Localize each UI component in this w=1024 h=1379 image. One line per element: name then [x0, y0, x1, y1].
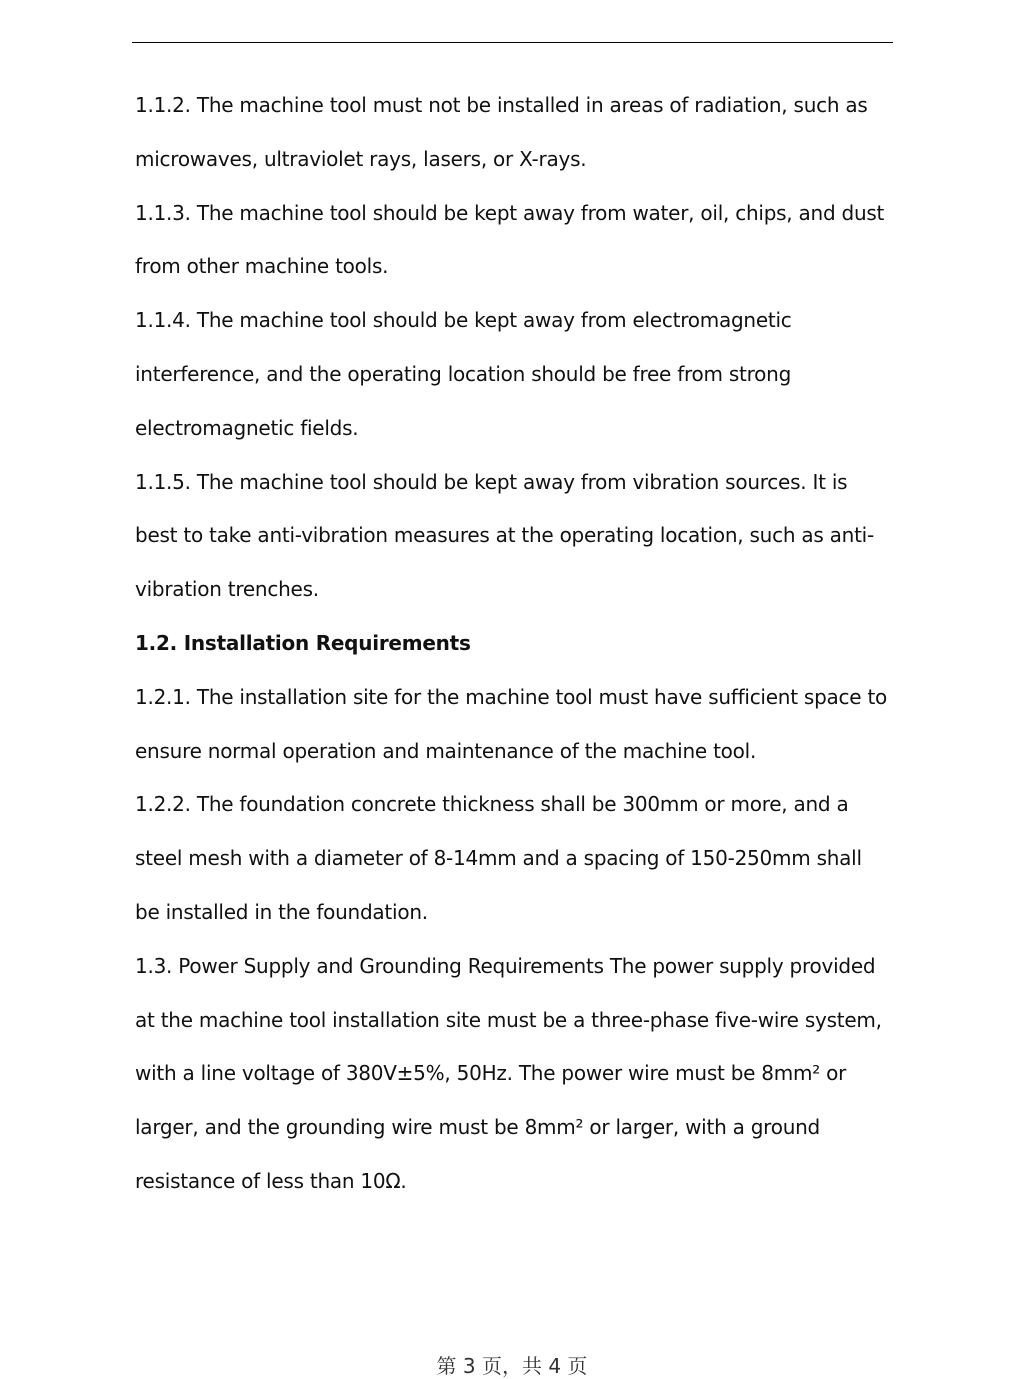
paragraph-line: steel mesh with a diameter of 8-14mm and a spacing of 150-250mm shall	[135, 846, 862, 871]
paragraph-line: from other machine tools.	[135, 254, 389, 279]
paragraph-line: 1.1.4. The machine tool should be kept away from electromagnetic	[135, 308, 792, 333]
paragraph-line: with a line voltage of 380V±5%, 50Hz. The power wire must be 8mm² or	[135, 1061, 847, 1086]
paragraph-line: at the machine tool installation site must be a three-phase five-wire system,	[135, 1007, 882, 1032]
paragraph-line: interference, and the operating location should be free from strong	[135, 361, 792, 386]
paragraph	[135, 187, 895, 295]
paragraph-line: best to take anti-vibration measures at the operating location, such as anti-	[135, 523, 874, 548]
paragraph-line: 1.1.3. The machine tool should be kept away from water, oil, chips, and dust	[135, 200, 885, 225]
paragraph	[135, 940, 895, 1209]
paragraph-line: resistance of less than 10Ω.	[135, 1168, 407, 1193]
heading-text: 1.2. Installation Requirements	[135, 630, 471, 655]
paragraph-line: 1.2.1. The installation site for the machine tool must have sufficient space to	[135, 684, 888, 709]
paragraph	[135, 79, 895, 187]
paragraph-line: 1.1.5. The machine tool should be kept away from vibration sources. It is	[135, 469, 848, 494]
paragraph-line: 1.2.2. The foundation concrete thickness shall be 300mm or more, and a	[135, 792, 849, 817]
paragraph	[135, 778, 895, 939]
paragraph	[135, 671, 895, 779]
paragraph	[135, 294, 895, 455]
paragraph-line: larger, and the grounding wire must be 8mm² or larger, with a ground	[135, 1115, 820, 1140]
paragraph	[135, 456, 895, 617]
section-heading	[135, 617, 895, 671]
paragraph-line: vibration trenches.	[135, 577, 319, 602]
paragraph-line: electromagnetic fields.	[135, 415, 359, 440]
paragraph-line: 1.3. Power Supply and Grounding Requirements The power supply provided	[135, 953, 876, 978]
paragraph-line: be installed in the foundation.	[135, 899, 428, 924]
header-rule	[132, 42, 893, 43]
paragraph-line: ensure normal operation and maintenance of the machine tool.	[135, 738, 757, 763]
paragraph-line: microwaves, ultraviolet rays, lasers, or X-rays.	[135, 146, 587, 171]
page-number-footer: 第 3 页，共 4 页	[436, 1354, 588, 1378]
paragraph-line: 1.1.2. The machine tool must not be installed in areas of radiation, such as	[135, 93, 868, 117]
document-body	[135, 79, 895, 1209]
